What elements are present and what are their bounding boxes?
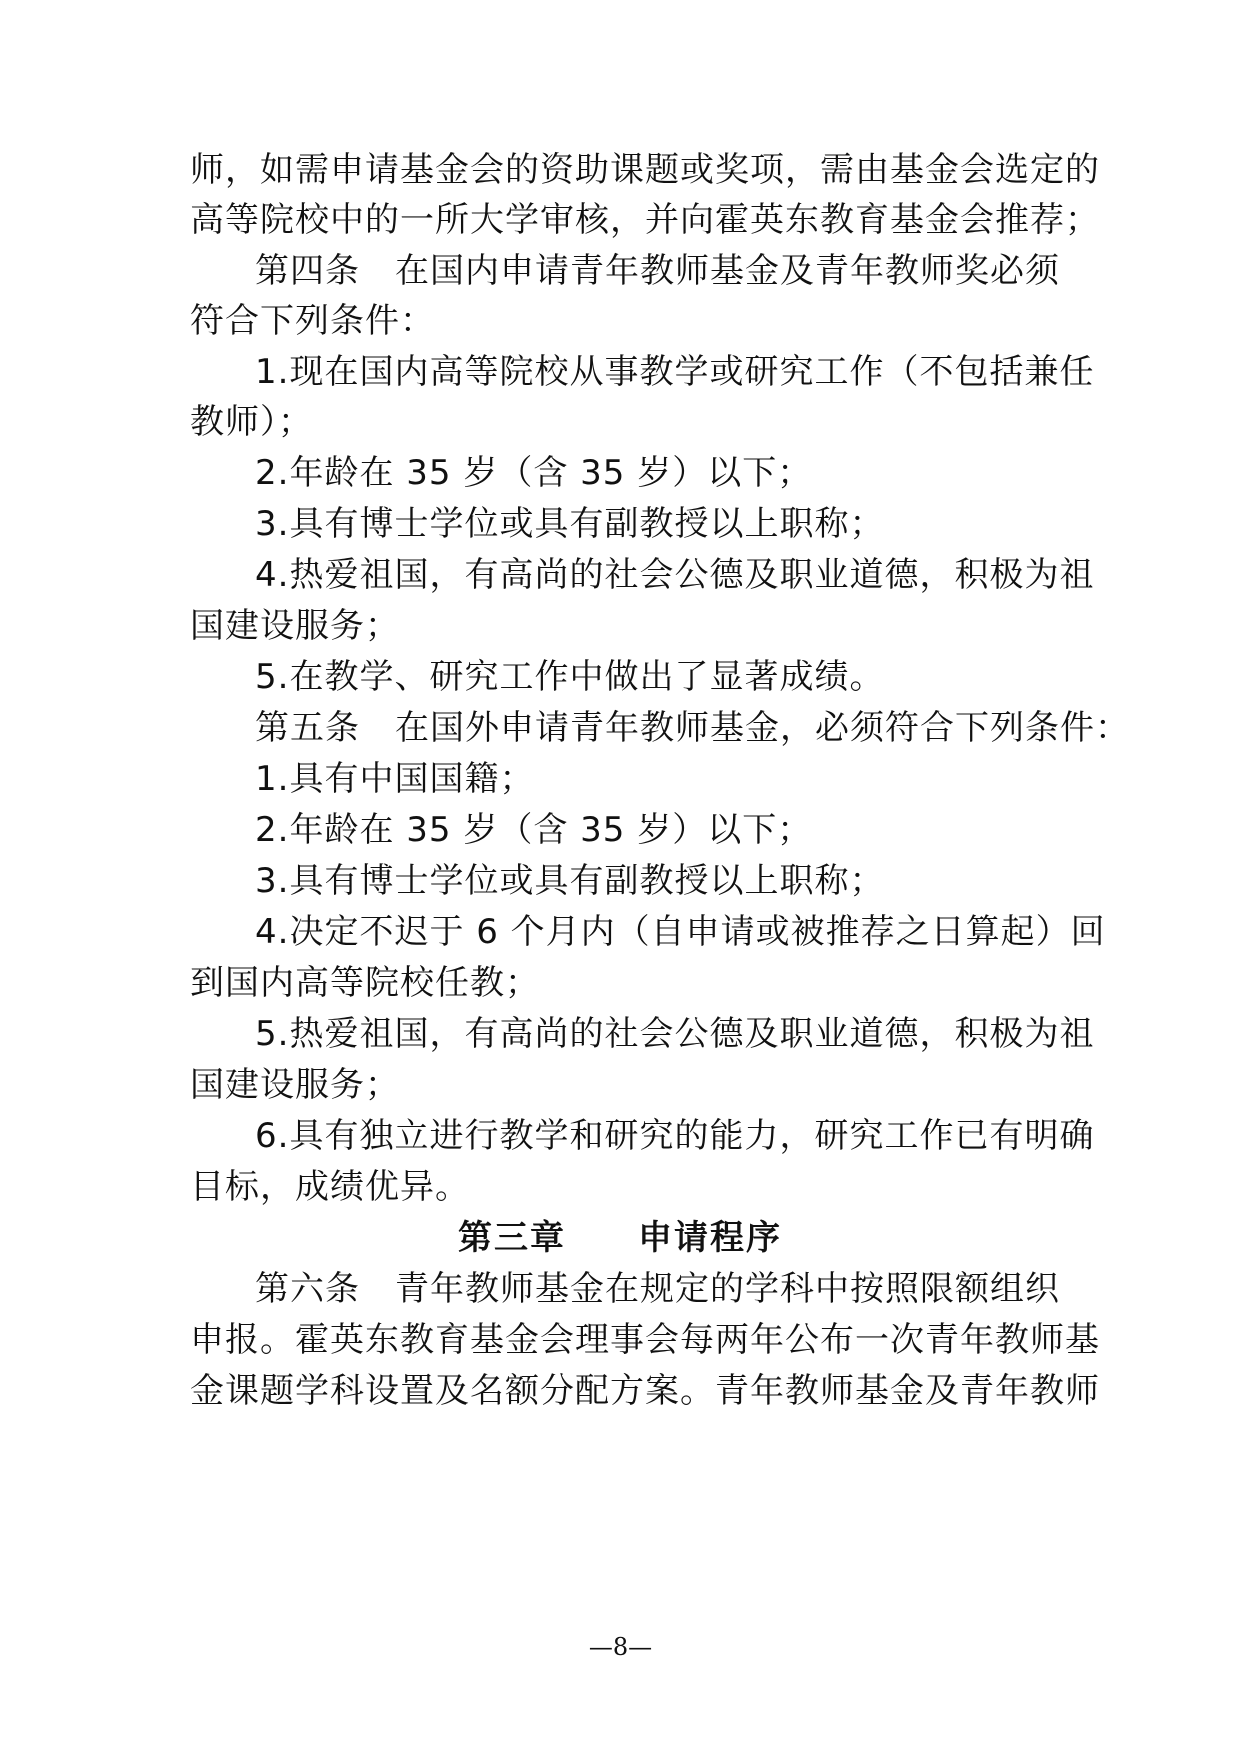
text-line: 目标，成绩优异。 [190,1167,470,1207]
chapter-heading: 第三章 申请程序 [458,1218,782,1258]
text-line: 符合下列条件： [190,301,435,341]
page-number: —8— [588,1633,653,1661]
text-line: 到国内高等院校任教； [190,963,540,1003]
text-line: 师，如需申请基金会的资助课题或奖项，需由基金会选定的 [190,150,1100,190]
list-item: 3.具有博士学位或具有副教授以上职称； [255,861,885,901]
article-4-heading-line: 第四条 在国内申请青年教师基金及青年教师奖必须 [255,251,1060,291]
text-line: 金课题学科设置及名额分配方案。青年教师基金及青年教师 [190,1371,1100,1411]
article-6-heading-line: 第六条 青年教师基金在规定的学科中按照限额组织 [255,1269,1060,1309]
text-line: 国建设服务； [190,1065,400,1105]
list-item: 5.在教学、研究工作中做出了显著成绩。 [255,657,885,697]
list-item: 1.具有中国国籍； [255,759,535,799]
list-item: 6.具有独立进行教学和研究的能力，研究工作已有明确 [255,1116,1095,1156]
list-item: 4.热爱祖国，有高尚的社会公德及职业道德，积极为祖 [255,555,1095,595]
article-5-heading-line: 第五条 在国外申请青年教师基金，必须符合下列条件： [255,708,1130,748]
list-item: 2.年龄在 35 岁（含 35 岁）以下； [255,810,813,850]
text-line: 申报。霍英东教育基金会理事会每两年公布一次青年教师基 [190,1320,1100,1360]
list-item: 1.现在国内高等院校从事教学或研究工作（不包括兼任 [255,352,1095,392]
list-item: 4.决定不迟于 6 个月内（自申请或被推荐之日算起）回 [255,912,1106,952]
text-line: 国建设服务； [190,606,400,646]
list-item: 2.年龄在 35 岁（含 35 岁）以下； [255,453,813,493]
text-line: 教师）； [190,402,313,442]
list-item: 3.具有博士学位或具有副教授以上职称； [255,504,885,544]
text-line: 高等院校中的一所大学审核，并向霍英东教育基金会推荐； [190,200,1100,240]
list-item: 5.热爱祖国，有高尚的社会公德及职业道德，积极为祖 [255,1014,1095,1054]
